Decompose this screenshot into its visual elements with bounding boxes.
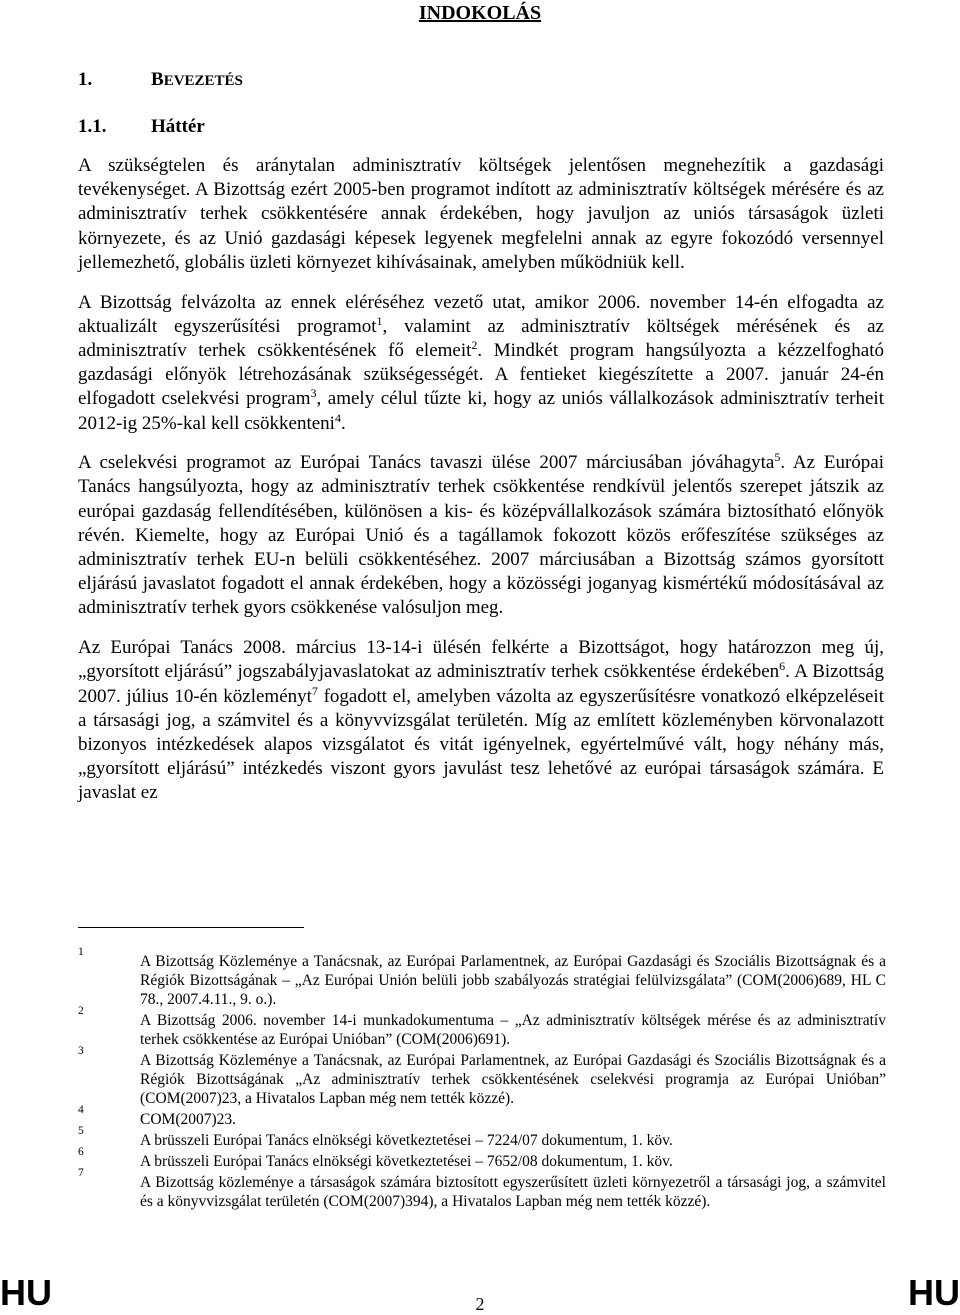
footnote-2 <box>78 1005 886 1049</box>
section-heading-1 <box>78 69 243 91</box>
footnote-number: 3 <box>78 1045 84 1057</box>
paragraph-2 <box>78 291 884 436</box>
footnote-text: A brüsszeli Európai Tanács elnökségi következtetései – 7652/08 dokumentum, 1. köv. <box>140 1153 673 1170</box>
footnote-number: 6 <box>78 1146 84 1158</box>
footnote-ref-6[interactable]: 6 <box>779 659 786 674</box>
paragraph-3 <box>78 451 884 620</box>
footnote-ref-3[interactable]: 3 <box>310 386 317 401</box>
section-title-rest: EVEZETÉS <box>163 73 243 89</box>
footer-language-right: HU <box>908 1272 960 1313</box>
footnote-ref-1[interactable]: 1 <box>376 313 383 328</box>
footnote-number: 2 <box>78 1005 84 1017</box>
section-number: 1.1. <box>78 116 107 137</box>
footnote-number: 4 <box>78 1104 84 1116</box>
text-run: . <box>340 412 346 434</box>
footnote-text: A brüsszeli Európai Tanács elnökségi következtetései – 7224/07 dokumentum, 1. köv. <box>140 1132 673 1149</box>
section-heading-1-1 <box>78 116 205 138</box>
body-text <box>78 154 884 821</box>
text-run: , amely célul tűzte ki, hogy az uniós vállalkozások adminisztratív terheit 2012-ig 25%-kal kell csökkenteni <box>78 388 884 434</box>
footnote-3 <box>78 1045 886 1108</box>
footnote-5 <box>78 1125 886 1150</box>
text-run: . Mindkét program hangsúlyozta a kézzelfogható gazdasági előnyök létrehozásának szükségességét. A fentieket kiegészítette a 2007. január 24-én elfogadott cselekvési program <box>78 339 884 410</box>
footnotes <box>78 946 886 1213</box>
footnote-4 <box>78 1104 886 1129</box>
footnote-number: 7 <box>78 1167 84 1179</box>
paragraph-1: A szükségtelen és aránytalan adminisztratív költségek jelentősen megnehezítik a gazdasági tevékenységet. A Bizottság ezért 2005-ben programot indított az adminisztratív költségek mérésére és az adminisztratív terhek csökkentésére annak érdekében, hogy javuljon az uniós társaságok üzleti környezete, és az Unió gazdasági képesek legyenek megfelelni annak az egyre fokozódó versennyel jellemezhető, globális üzleti környezet kihívásainak, amelyben működniük kell. <box>78 155 884 273</box>
text-run: A Bizottság felvázolta az ennek eléréséhez vezető utat, amikor 2006. november 14-én elfogadta az aktualizált egyszerűsítési programot <box>78 291 884 337</box>
section-title-initial: B <box>151 69 164 90</box>
footnote-7 <box>78 1167 886 1211</box>
footer-language-left: HU <box>0 1272 52 1313</box>
paragraph-4 <box>78 636 884 805</box>
footnote-text: A Bizottság Közleménye a Tanácsnak, az Európai Parlamentnek, az Európai Gazdasági és Szociális Bizottságnak és a Régiók Bizottságának „Az adminisztratív terhek csökkentésének cselekvési programja az Európai Unióban” (COM(2007)23, a Hivatalos Lapban még nem tették közzé). <box>140 1052 886 1107</box>
section-title: Háttér <box>151 116 205 137</box>
footnote-1 <box>78 946 886 1009</box>
footnote-ref-7[interactable]: 7 <box>311 683 318 698</box>
footnote-text: A Bizottság Közleménye a Tanácsnak, az Európai Parlamentnek, az Európai Gazdasági és Szociális Bizottságnak és a Régiók Bizottságának – „Az Európai Unión belüli jobb szabályozás stratégiai felülvizsgálata” (COM(2006)689, HL C 78., 2007.4.11., 9. o.). <box>140 953 886 1008</box>
text-run: Az Európai Tanács 2008. március 13-14-i ülésén felkérte a Bizottságot, hogy határozzon meg új, „gyorsított eljárású” jogszabályjavaslatokat az adminisztratív terhek csökkentése érdekében <box>78 637 884 683</box>
text-run: fogadott el, amelyben vázolta az egyszerűsítésre vonatkozó elképzeléseit a társasági jog, a számvitel és a könyvvizsgálat területén. Míg az említett közleményben körvonalazott bizonyos intézkedések alapos vizsgálatot és vitát igényelnek, egyértelművé vált, hogy néhány más, „gyorsított eljárású” intézkedés viszont gyors javulást tesz lehetővé az európai társaságok számára. E javaslat ez <box>78 685 884 804</box>
document-title: INDOKOLÁS <box>418 2 542 24</box>
footnote-ref-5[interactable]: 5 <box>774 450 781 465</box>
footnote-text: A Bizottság közleménye a társaságok számára biztosított egyszerűsített üzleti környezetről a társasági jog, a számvitel és a könyvvizsgálat területén (COM(2007)394), a Hivatalos Lapban még nem tették közzé). <box>140 1174 886 1210</box>
footnote-number: 1 <box>78 946 84 958</box>
text-run: . A Bizottság 2007. július 10-én közleményt <box>78 661 884 707</box>
footnote-ref-2[interactable]: 2 <box>471 337 478 352</box>
text-run: , valamint az adminisztratív költségek mérésének és az adminisztratív terhek csökkentésének fő elemeit <box>78 315 884 361</box>
footnote-separator <box>78 927 304 928</box>
section-number: 1. <box>78 69 93 90</box>
footnote-6 <box>78 1146 886 1171</box>
footnote-text: A Bizottság 2006. november 14-i munkadokumentuma – „Az adminisztratív költségek mérése és az adminisztratív terhek csökkentése az Európai Unióban” (COM(2006)691). <box>140 1012 886 1048</box>
footnote-number: 5 <box>78 1125 84 1137</box>
text-run: . Az Európai Tanács hangsúlyozta, hogy az adminisztratív terhek csökkentése rendkívül jelentős szerepet játszik az európai gazdaság fellendítésében, különösen a kis- és középvállalkozások számára biztosítható előnyök révén. Kiemelte, hogy az Európai Unió és a tagállamok fokozott közös erőfeszítése szükséges az adminisztratív terhek EU-n belüli csökkentéséhez. 2007 márciusában a Bizottság számos gyorsított eljárású javaslatot fogadott el annak érdekében, hogy a közösségi joganyag kismértékű módosításával az adminisztratív terhek gyors csökkenése valósuljon meg. <box>78 452 884 619</box>
footnote-ref-4[interactable]: 4 <box>334 410 341 425</box>
page-number: 2 <box>475 1294 485 1314</box>
footnote-text: COM(2007)23. <box>140 1111 237 1128</box>
text-run: A cselekvési programot az Európai Tanács tavaszi ülése 2007 márciusában jóváhagyta <box>78 452 775 474</box>
